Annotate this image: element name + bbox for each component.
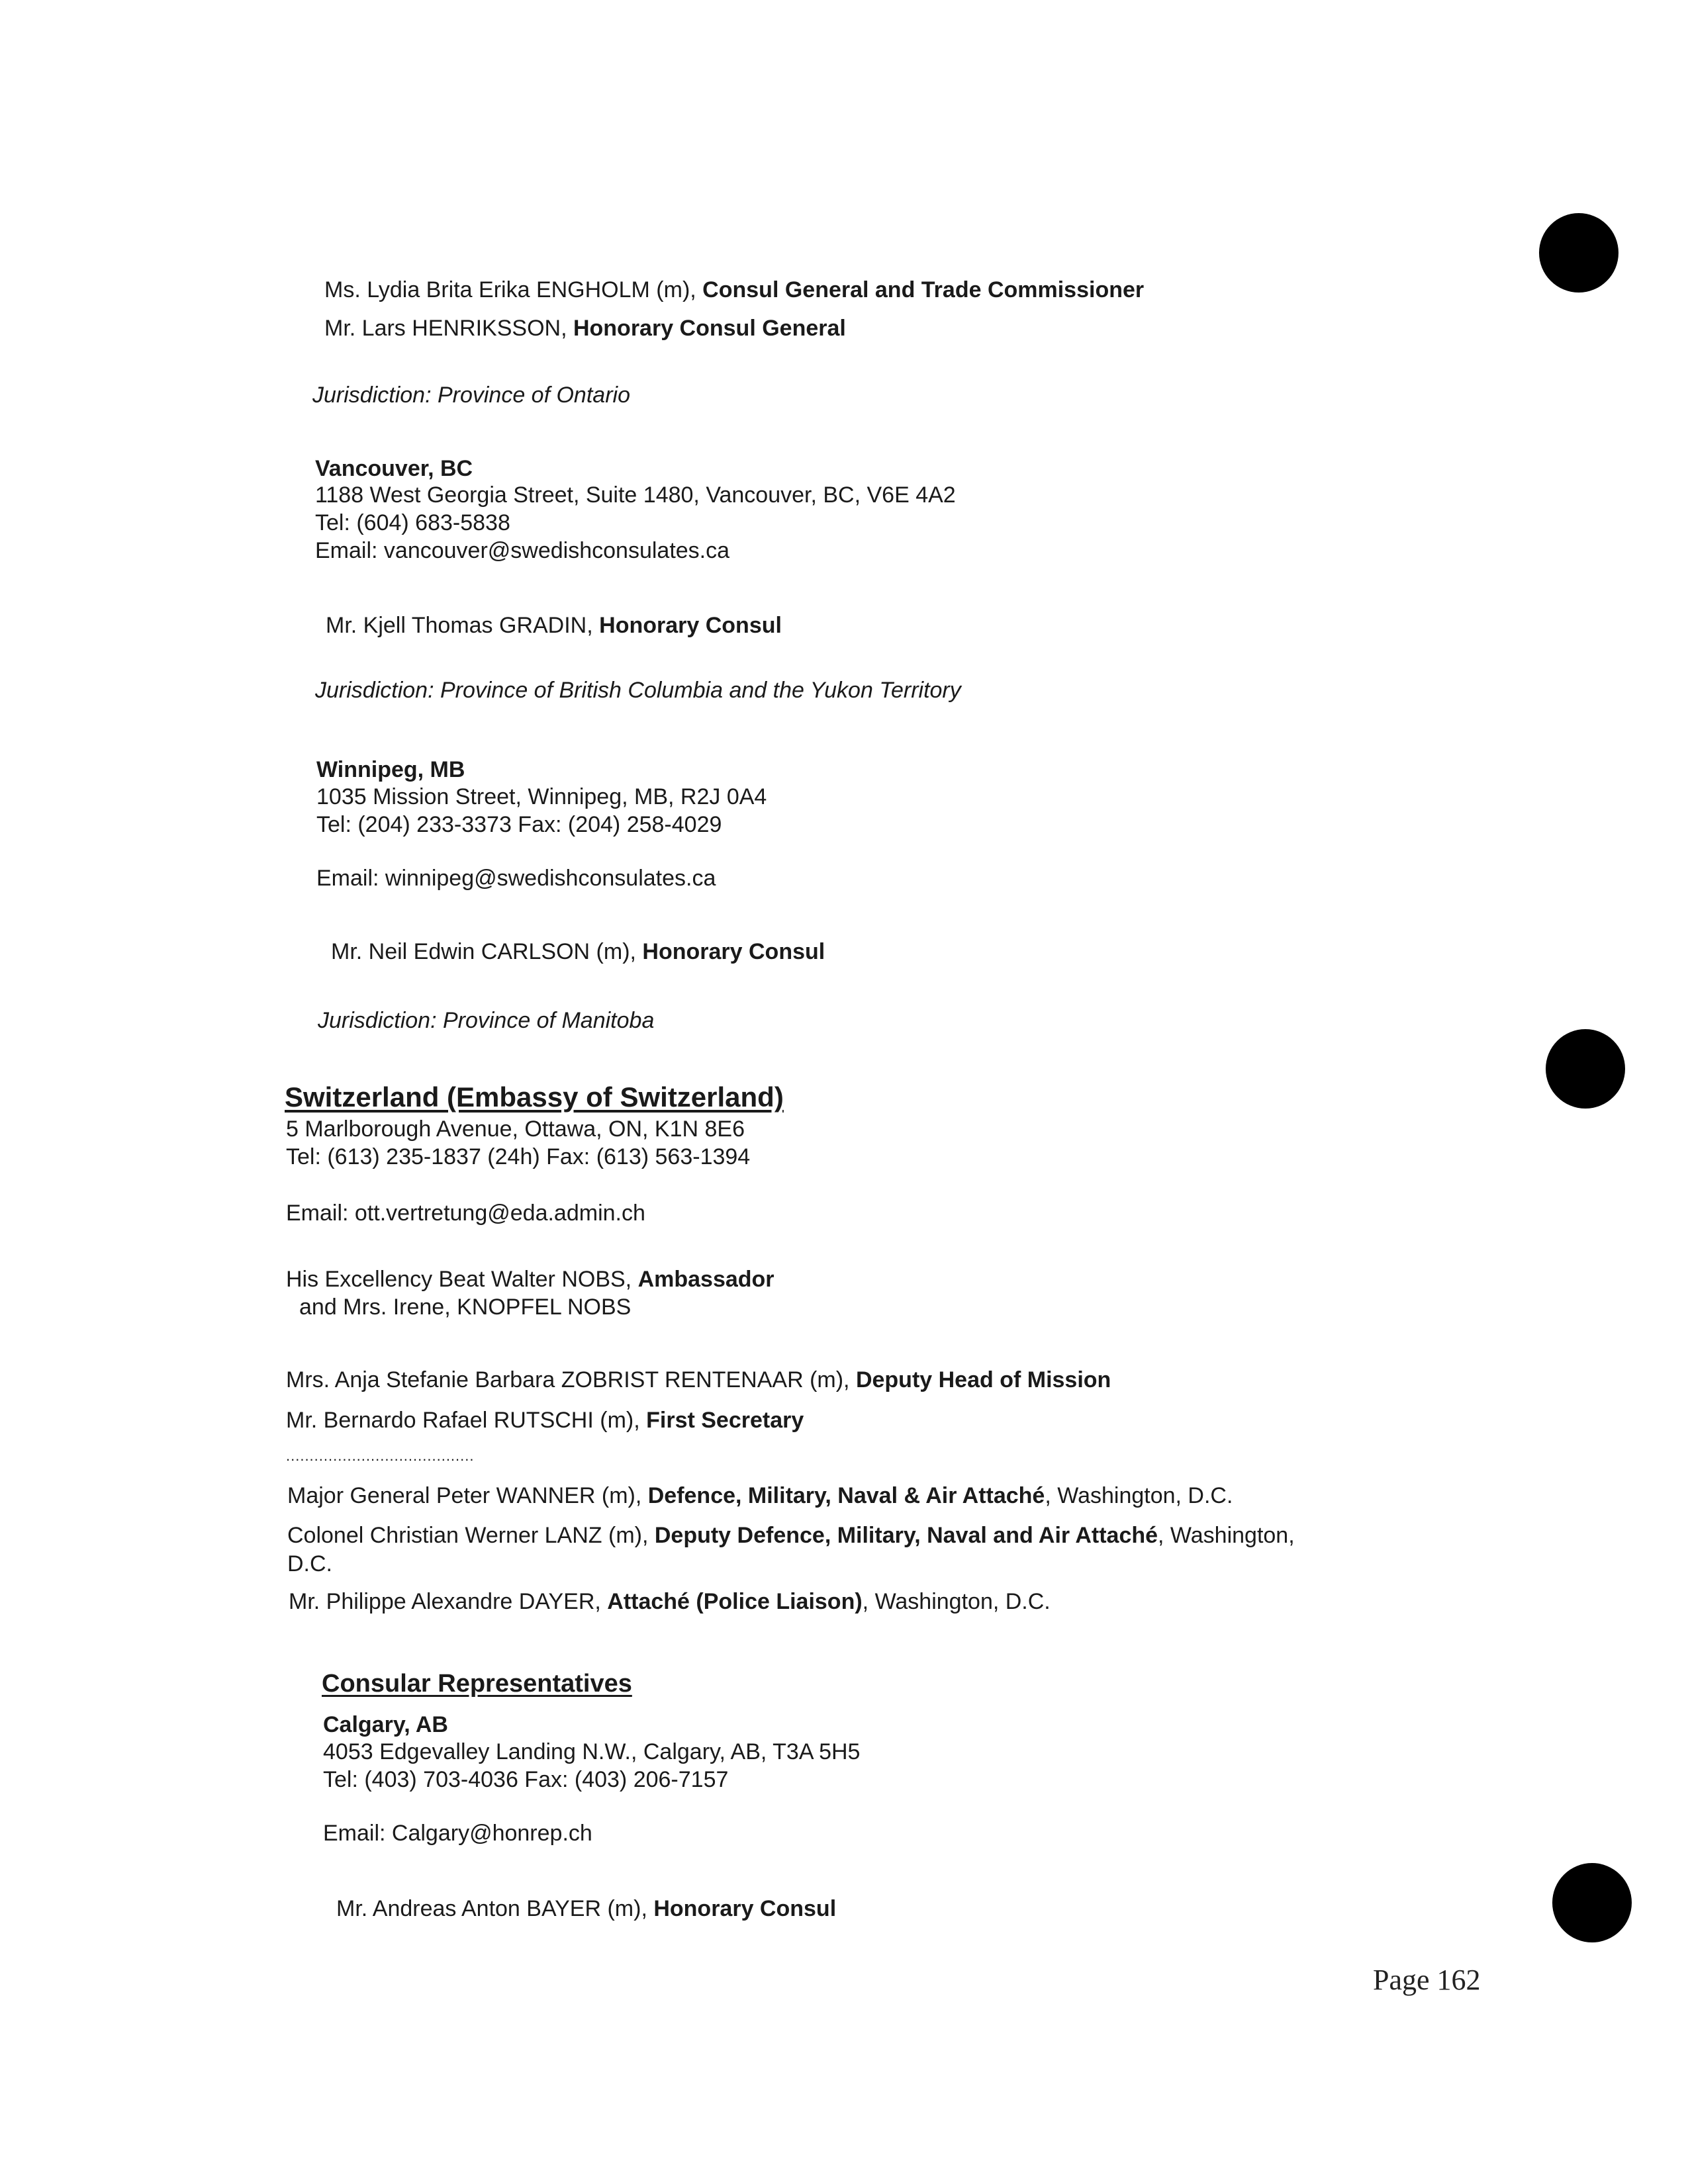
city-winnipeg: Winnipeg, MB [316,757,465,782]
dotted-separator: ........................................ [286,1447,475,1464]
address-winnipeg: 1035 Mission Street, Winnipeg, MB, R2J 0A4 [316,784,767,809]
staff-name: His Excellency Beat Walter NOBS, [286,1267,638,1292]
staff-line-dayer [289,1588,1051,1615]
staff-title: Honorary Consul General [573,316,846,341]
city-calgary: Calgary, AB [323,1712,448,1737]
email-vancouver: Email: vancouver@swedishconsulates.ca [315,538,730,563]
staff-title: Consul General and Trade Commissioner [702,277,1145,302]
staff-title: First Secretary [646,1408,804,1433]
staff-line-engholm [324,277,1144,303]
staff-name: Mr. Bernardo Rafael RUTSCHI (m), [286,1408,647,1433]
address-calgary: 4053 Edgevalley Landing N.W., Calgary, AB, T3A 5H5 [323,1739,861,1764]
punch-hole-top [1539,213,1618,293]
staff-name: Mr. Neil Edwin CARLSON (m), [331,939,643,964]
page-number: Page 162 [1373,1964,1481,1996]
jurisdiction-manitoba: Jurisdiction: Province of Manitoba [318,1008,655,1033]
staff-line-wanner [287,1482,1233,1509]
staff-line-bayer [336,1895,836,1922]
staff-line-lanz-continued: D.C. [287,1551,332,1576]
staff-name: Mr. Kjell Thomas GRADIN, [326,613,600,638]
staff-line-gradin [326,612,782,639]
staff-title: Deputy Defence, Military, Naval and Air Attaché [654,1523,1158,1548]
staff-title: Ambassador [637,1267,774,1292]
staff-title: Deputy Head of Mission [855,1367,1111,1392]
staff-name: Mrs. Anja Stefanie Barbara ZOBRIST RENTENAAR (m), [286,1367,856,1392]
tel-winnipeg: Tel: (204) 233-3373 Fax: (204) 258-4029 [316,812,722,837]
staff-title: Defence, Military, Naval & Air Attaché [647,1483,1045,1508]
email-winnipeg: Email: winnipeg@swedishconsulates.ca [316,866,716,891]
address-vancouver: 1188 West Georgia Street, Suite 1480, Vancouver, BC, V6E 4A2 [315,482,956,508]
heading-switzerland: Switzerland (Embassy of Switzerland) [285,1081,784,1113]
staff-location: , Washington, D.C. [1045,1483,1233,1508]
staff-title: Honorary Consul [642,939,825,964]
staff-name: Mr. Philippe Alexandre DAYER, [289,1589,608,1614]
punch-hole-middle [1546,1029,1625,1109]
email-switzerland: Email: ott.vertretung@eda.admin.ch [286,1201,645,1226]
staff-name: Mr. Lars HENRIKSSON, [324,316,573,341]
staff-name: Ms. Lydia Brita Erika ENGHOLM (m), [324,277,703,302]
staff-title: Honorary Consul [599,613,782,638]
staff-name: Major General Peter WANNER (m), [287,1483,648,1508]
staff-line-carlson [331,938,825,965]
staff-line-zobrist [286,1367,1111,1393]
staff-name: Colonel Christian Werner LANZ (m), [287,1523,655,1548]
spouse-line: and Mrs. Irene, KNOPFEL NOBS [299,1295,632,1320]
staff-line-rutschi [286,1407,804,1433]
staff-line-nobs [286,1266,774,1293]
staff-location: , Washington, D.C. [862,1589,1051,1614]
heading-consular-representatives: Consular Representatives [322,1670,632,1698]
address-switzerland: 5 Marlborough Avenue, Ottawa, ON, K1N 8E6 [286,1116,745,1142]
staff-title: Attaché (Police Liaison) [607,1589,863,1614]
email-calgary: Email: Calgary@honrep.ch [323,1821,592,1846]
staff-line-lanz [287,1522,1295,1549]
staff-title: Honorary Consul [653,1896,837,1921]
jurisdiction-bc-yukon: Jurisdiction: Province of British Columbia and the Yukon Territory [315,678,961,703]
tel-calgary: Tel: (403) 703-4036 Fax: (403) 206-7157 [323,1767,729,1792]
jurisdiction-ontario: Jurisdiction: Province of Ontario [312,383,630,408]
staff-name: Mr. Andreas Anton BAYER (m), [336,1896,654,1921]
tel-switzerland: Tel: (613) 235-1837 (24h) Fax: (613) 563-1394 [286,1144,751,1169]
staff-location: , Washington, [1158,1523,1295,1548]
punch-hole-bottom [1552,1863,1632,1942]
staff-line-henriksson [324,315,846,341]
tel-vancouver: Tel: (604) 683-5838 [315,510,510,535]
city-vancouver: Vancouver, BC [315,456,473,481]
